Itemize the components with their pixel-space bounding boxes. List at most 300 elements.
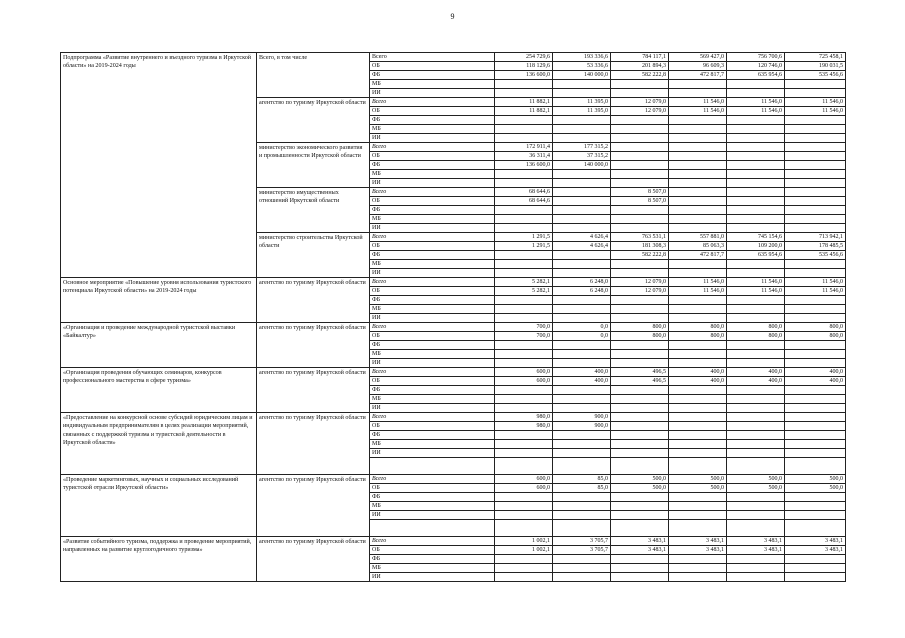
value-cell: 0,0 <box>553 323 611 332</box>
empty-cell <box>727 520 785 537</box>
value-cell: 12 079,0 <box>611 98 669 107</box>
value-cell <box>785 80 846 89</box>
value-cell <box>727 161 785 170</box>
funding-source: ОБ <box>370 107 495 116</box>
value-cell: 11 546,0 <box>669 107 727 116</box>
value-cell: 12 079,0 <box>611 287 669 296</box>
funding-source: ИИ <box>370 449 495 458</box>
funding-source: ОБ <box>370 484 495 493</box>
value-cell <box>553 314 611 323</box>
funding-source: ИИ <box>370 314 495 323</box>
value-cell <box>785 125 846 134</box>
value-cell <box>727 404 785 413</box>
value-cell <box>785 215 846 224</box>
value-cell: 177 315,2 <box>553 143 611 152</box>
value-cell <box>611 143 669 152</box>
empty-cell <box>495 520 553 537</box>
funding-source: МБ <box>370 215 495 224</box>
value-cell: 6 248,0 <box>553 287 611 296</box>
value-cell <box>669 386 727 395</box>
value-cell <box>495 395 553 404</box>
funding-source: ИИ <box>370 359 495 368</box>
value-cell: 11 882,1 <box>495 107 553 116</box>
value-cell <box>785 502 846 511</box>
funding-source: МБ <box>370 260 495 269</box>
value-cell <box>553 125 611 134</box>
value-cell: 190 031,5 <box>785 62 846 71</box>
funding-source: Всего <box>370 188 495 197</box>
value-cell: 900,0 <box>553 422 611 431</box>
executor-name: министерство имущественных отношений Иркутской области <box>257 188 370 233</box>
value-cell: 36 311,4 <box>495 152 553 161</box>
value-cell <box>785 573 846 582</box>
value-cell <box>669 170 727 179</box>
value-cell <box>669 260 727 269</box>
funding-source: ИИ <box>370 269 495 278</box>
value-cell <box>495 116 553 125</box>
value-cell: 96 609,3 <box>669 62 727 71</box>
value-cell <box>495 305 553 314</box>
value-cell <box>669 143 727 152</box>
page-number: 9 <box>450 12 455 21</box>
value-cell <box>611 395 669 404</box>
value-cell <box>553 80 611 89</box>
value-cell <box>785 89 846 98</box>
value-cell <box>669 573 727 582</box>
program-name: Подпрограмма «Развитие внутреннего и въездного туризма в Иркутской области» на 2019-2024 годы <box>61 53 257 278</box>
table-row <box>61 53 846 62</box>
value-cell <box>669 502 727 511</box>
value-cell <box>611 350 669 359</box>
funding-source: ОБ <box>370 377 495 386</box>
value-cell <box>495 206 553 215</box>
value-cell: 3 483,1 <box>669 537 727 546</box>
value-cell <box>611 314 669 323</box>
value-cell <box>727 431 785 440</box>
value-cell <box>553 89 611 98</box>
value-cell <box>727 449 785 458</box>
funding-source: Всего <box>370 233 495 242</box>
value-cell <box>785 152 846 161</box>
value-cell: 569 427,0 <box>669 53 727 62</box>
value-cell: 500,0 <box>727 484 785 493</box>
value-cell <box>553 188 611 197</box>
empty-cell <box>611 458 669 475</box>
value-cell <box>611 502 669 511</box>
value-cell: 700,0 <box>495 332 553 341</box>
value-cell <box>495 134 553 143</box>
value-cell: 11 546,0 <box>785 278 846 287</box>
table-row <box>61 368 846 377</box>
value-cell <box>785 143 846 152</box>
funding-source: МБ <box>370 305 495 314</box>
value-cell <box>785 224 846 233</box>
value-cell: 201 894,3 <box>611 62 669 71</box>
value-cell <box>611 359 669 368</box>
value-cell <box>495 404 553 413</box>
value-cell <box>611 305 669 314</box>
executor-name: министерство экономического развития и промышленности Иркутской области <box>257 143 370 188</box>
value-cell <box>727 359 785 368</box>
value-cell <box>669 215 727 224</box>
value-cell <box>727 564 785 573</box>
value-cell <box>553 296 611 305</box>
value-cell: 8 507,0 <box>611 197 669 206</box>
value-cell <box>611 564 669 573</box>
program-name: «Проведение маркетинговых, научных и социальных исследований туристской отрасли Иркутской области» <box>61 475 257 537</box>
funding-source: МБ <box>370 440 495 449</box>
value-cell <box>669 555 727 564</box>
value-cell <box>727 134 785 143</box>
value-cell: 557 881,0 <box>669 233 727 242</box>
value-cell <box>553 511 611 520</box>
value-cell <box>785 206 846 215</box>
value-cell <box>727 260 785 269</box>
value-cell: 0,0 <box>553 332 611 341</box>
funding-source: Всего <box>370 475 495 484</box>
program-name: «Развитие событийного туризма, поддержка и проведение мероприятий, направленных на развитие круглогодичного туризма» <box>61 537 257 582</box>
value-cell: 496,5 <box>611 377 669 386</box>
value-cell: 136 600,0 <box>495 71 553 80</box>
empty-cell <box>669 520 727 537</box>
value-cell <box>553 341 611 350</box>
executor-name: агентство по туризму Иркутской области <box>257 323 370 368</box>
value-cell <box>611 296 669 305</box>
value-cell <box>669 359 727 368</box>
executor-name: Всего, в том числе <box>257 53 370 98</box>
funding-source: ОБ <box>370 332 495 341</box>
value-cell: 3 483,1 <box>785 537 846 546</box>
value-cell <box>727 143 785 152</box>
value-cell <box>553 350 611 359</box>
value-cell <box>669 564 727 573</box>
value-cell: 500,0 <box>727 475 785 484</box>
value-cell <box>727 314 785 323</box>
program-name: «Организация и проведение международной туристской выставки «Байкалтур» <box>61 323 257 368</box>
value-cell <box>785 197 846 206</box>
value-cell: 400,0 <box>553 377 611 386</box>
value-cell: 500,0 <box>669 475 727 484</box>
value-cell <box>669 341 727 350</box>
value-cell <box>553 359 611 368</box>
funding-source: ФБ <box>370 341 495 350</box>
value-cell: 11 882,1 <box>495 98 553 107</box>
value-cell: 763 531,1 <box>611 233 669 242</box>
value-cell: 85,0 <box>553 475 611 484</box>
value-cell: 11 546,0 <box>785 107 846 116</box>
value-cell: 500,0 <box>611 484 669 493</box>
executor-name: агентство по туризму Иркутской области <box>257 537 370 582</box>
value-cell <box>553 386 611 395</box>
value-cell <box>553 260 611 269</box>
value-cell <box>727 224 785 233</box>
value-cell <box>553 224 611 233</box>
value-cell: 178 485,5 <box>785 242 846 251</box>
value-cell <box>727 206 785 215</box>
value-cell: 745 154,6 <box>727 233 785 242</box>
value-cell <box>611 215 669 224</box>
value-cell <box>495 224 553 233</box>
value-cell <box>611 260 669 269</box>
value-cell <box>669 431 727 440</box>
value-cell <box>495 573 553 582</box>
funding-source: МБ <box>370 564 495 573</box>
value-cell: 800,0 <box>785 332 846 341</box>
value-cell <box>669 197 727 206</box>
value-cell: 85 063,3 <box>669 242 727 251</box>
value-cell: 400,0 <box>669 377 727 386</box>
value-cell <box>785 493 846 502</box>
value-cell <box>553 449 611 458</box>
table-row <box>61 413 846 422</box>
value-cell: 500,0 <box>785 484 846 493</box>
value-cell: 11 546,0 <box>785 98 846 107</box>
value-cell <box>611 431 669 440</box>
value-cell <box>785 404 846 413</box>
value-cell: 3 483,1 <box>727 537 785 546</box>
empty-cell <box>495 458 553 475</box>
value-cell <box>785 188 846 197</box>
value-cell <box>495 341 553 350</box>
value-cell <box>553 179 611 188</box>
value-cell <box>669 395 727 404</box>
funding-source: Всего <box>370 368 495 377</box>
value-cell <box>495 564 553 573</box>
empty-cell <box>785 520 846 537</box>
value-cell <box>495 359 553 368</box>
value-cell <box>785 170 846 179</box>
value-cell <box>785 314 846 323</box>
value-cell <box>727 386 785 395</box>
value-cell <box>727 305 785 314</box>
value-cell: 535 456,6 <box>785 71 846 80</box>
value-cell <box>611 493 669 502</box>
value-cell: 500,0 <box>785 475 846 484</box>
value-cell: 800,0 <box>669 332 727 341</box>
funding-source: Всего <box>370 143 495 152</box>
funding-source: МБ <box>370 125 495 134</box>
funding-source: ОБ <box>370 152 495 161</box>
value-cell: 496,5 <box>611 368 669 377</box>
funding-source: МБ <box>370 395 495 404</box>
funding-source: ИИ <box>370 134 495 143</box>
value-cell <box>553 493 611 502</box>
value-cell <box>785 269 846 278</box>
value-cell: 140 000,0 <box>553 161 611 170</box>
funding-source: ИИ <box>370 573 495 582</box>
value-cell: 400,0 <box>727 377 785 386</box>
value-cell <box>727 269 785 278</box>
value-cell <box>553 215 611 224</box>
funding-source: МБ <box>370 170 495 179</box>
value-cell: 756 700,6 <box>727 53 785 62</box>
executor-name: агентство по туризму Иркутской области <box>257 475 370 537</box>
value-cell <box>727 555 785 564</box>
value-cell: 11 546,0 <box>727 287 785 296</box>
value-cell: 980,0 <box>495 422 553 431</box>
empty-cell <box>553 520 611 537</box>
value-cell: 254 729,6 <box>495 53 553 62</box>
value-cell: 400,0 <box>785 377 846 386</box>
funding-source: ИИ <box>370 179 495 188</box>
value-cell <box>553 197 611 206</box>
value-cell <box>495 511 553 520</box>
value-cell: 53 336,6 <box>553 62 611 71</box>
value-cell <box>611 404 669 413</box>
empty-cell <box>370 520 495 537</box>
value-cell: 11 546,0 <box>785 287 846 296</box>
value-cell <box>553 305 611 314</box>
value-cell <box>495 440 553 449</box>
value-cell <box>727 125 785 134</box>
funding-source: ИИ <box>370 89 495 98</box>
value-cell <box>669 125 727 134</box>
value-cell <box>669 161 727 170</box>
value-cell: 11 546,0 <box>727 278 785 287</box>
funding-source: ФБ <box>370 206 495 215</box>
value-cell <box>785 449 846 458</box>
value-cell <box>785 305 846 314</box>
value-cell <box>611 449 669 458</box>
value-cell: 85,0 <box>553 484 611 493</box>
funding-source: МБ <box>370 350 495 359</box>
value-cell: 900,0 <box>553 413 611 422</box>
value-cell: 5 282,1 <box>495 287 553 296</box>
value-cell: 193 336,6 <box>553 53 611 62</box>
value-cell: 1 291,5 <box>495 233 553 242</box>
executor-name: агентство по туризму Иркутской области <box>257 368 370 413</box>
value-cell <box>611 573 669 582</box>
value-cell: 635 954,6 <box>727 251 785 260</box>
empty-cell <box>370 458 495 475</box>
value-cell: 120 746,0 <box>727 62 785 71</box>
value-cell: 3 483,1 <box>727 546 785 555</box>
value-cell <box>495 89 553 98</box>
value-cell <box>669 116 727 125</box>
value-cell <box>553 395 611 404</box>
value-cell <box>611 555 669 564</box>
value-cell <box>669 493 727 502</box>
value-cell: 500,0 <box>669 484 727 493</box>
value-cell <box>727 440 785 449</box>
executor-name: министерство строительства Иркутской области <box>257 233 370 278</box>
value-cell <box>553 431 611 440</box>
value-cell <box>727 89 785 98</box>
value-cell <box>553 269 611 278</box>
value-cell <box>727 341 785 350</box>
value-cell <box>669 449 727 458</box>
funding-source: ОБ <box>370 62 495 71</box>
value-cell: 12 079,0 <box>611 278 669 287</box>
funding-source: ОБ <box>370 197 495 206</box>
value-cell <box>553 134 611 143</box>
funding-source: ФБ <box>370 251 495 260</box>
value-cell <box>785 341 846 350</box>
value-cell <box>495 314 553 323</box>
funding-source: МБ <box>370 80 495 89</box>
funding-source: ИИ <box>370 224 495 233</box>
value-cell <box>727 350 785 359</box>
value-cell <box>495 125 553 134</box>
value-cell: 37 315,2 <box>553 152 611 161</box>
value-cell <box>495 296 553 305</box>
value-cell: 472 817,7 <box>669 251 727 260</box>
value-cell: 3 705,7 <box>553 537 611 546</box>
value-cell <box>495 170 553 179</box>
value-cell <box>727 188 785 197</box>
value-cell <box>669 179 727 188</box>
value-cell: 11 395,0 <box>553 107 611 116</box>
value-cell: 11 546,0 <box>669 278 727 287</box>
value-cell <box>785 555 846 564</box>
value-cell <box>611 179 669 188</box>
empty-cell <box>669 458 727 475</box>
executor-name: агентство по туризму Иркутской области <box>257 98 370 143</box>
value-cell: 8 507,0 <box>611 188 669 197</box>
value-cell: 472 817,7 <box>669 71 727 80</box>
value-cell: 11 546,0 <box>727 107 785 116</box>
value-cell <box>611 206 669 215</box>
value-cell <box>611 80 669 89</box>
value-cell <box>495 215 553 224</box>
value-cell <box>495 449 553 458</box>
value-cell: 800,0 <box>611 323 669 332</box>
value-cell <box>495 251 553 260</box>
value-cell <box>727 179 785 188</box>
value-cell: 11 546,0 <box>669 287 727 296</box>
value-cell: 109 200,0 <box>727 242 785 251</box>
value-cell <box>611 413 669 422</box>
empty-cell <box>785 458 846 475</box>
program-name: «Предоставление на конкурсной основе субсидий юридическим лицам и индивидуальным предпринимателям в целях реализации мероприятий, связанных с поддержкой туризма и туристской деятельности в Иркутской области» <box>61 413 257 475</box>
value-cell <box>611 170 669 179</box>
program-name: «Организация проведения обучающих семинаров, конкурсов профессионального мастерства в сфере туризма» <box>61 368 257 413</box>
value-cell <box>727 170 785 179</box>
value-cell <box>785 440 846 449</box>
value-cell <box>727 80 785 89</box>
value-cell <box>553 116 611 125</box>
value-cell: 784 117,1 <box>611 53 669 62</box>
value-cell: 3 705,7 <box>553 546 611 555</box>
value-cell <box>785 359 846 368</box>
funding-source: Всего <box>370 413 495 422</box>
value-cell: 68 644,6 <box>495 197 553 206</box>
value-cell <box>727 197 785 206</box>
value-cell <box>611 152 669 161</box>
value-cell <box>495 269 553 278</box>
value-cell <box>669 80 727 89</box>
value-cell: 11 395,0 <box>553 98 611 107</box>
value-cell: 400,0 <box>553 368 611 377</box>
value-cell <box>669 296 727 305</box>
value-cell: 600,0 <box>495 377 553 386</box>
value-cell <box>785 413 846 422</box>
empty-cell <box>727 458 785 475</box>
funding-source: ФБ <box>370 431 495 440</box>
value-cell <box>727 413 785 422</box>
value-cell <box>669 511 727 520</box>
value-cell <box>669 422 727 431</box>
value-cell <box>785 431 846 440</box>
value-cell <box>611 116 669 125</box>
value-cell: 3 483,1 <box>785 546 846 555</box>
table-row <box>61 475 846 484</box>
value-cell <box>611 161 669 170</box>
value-cell <box>785 386 846 395</box>
value-cell: 3 483,1 <box>611 537 669 546</box>
value-cell <box>611 386 669 395</box>
value-cell <box>495 431 553 440</box>
